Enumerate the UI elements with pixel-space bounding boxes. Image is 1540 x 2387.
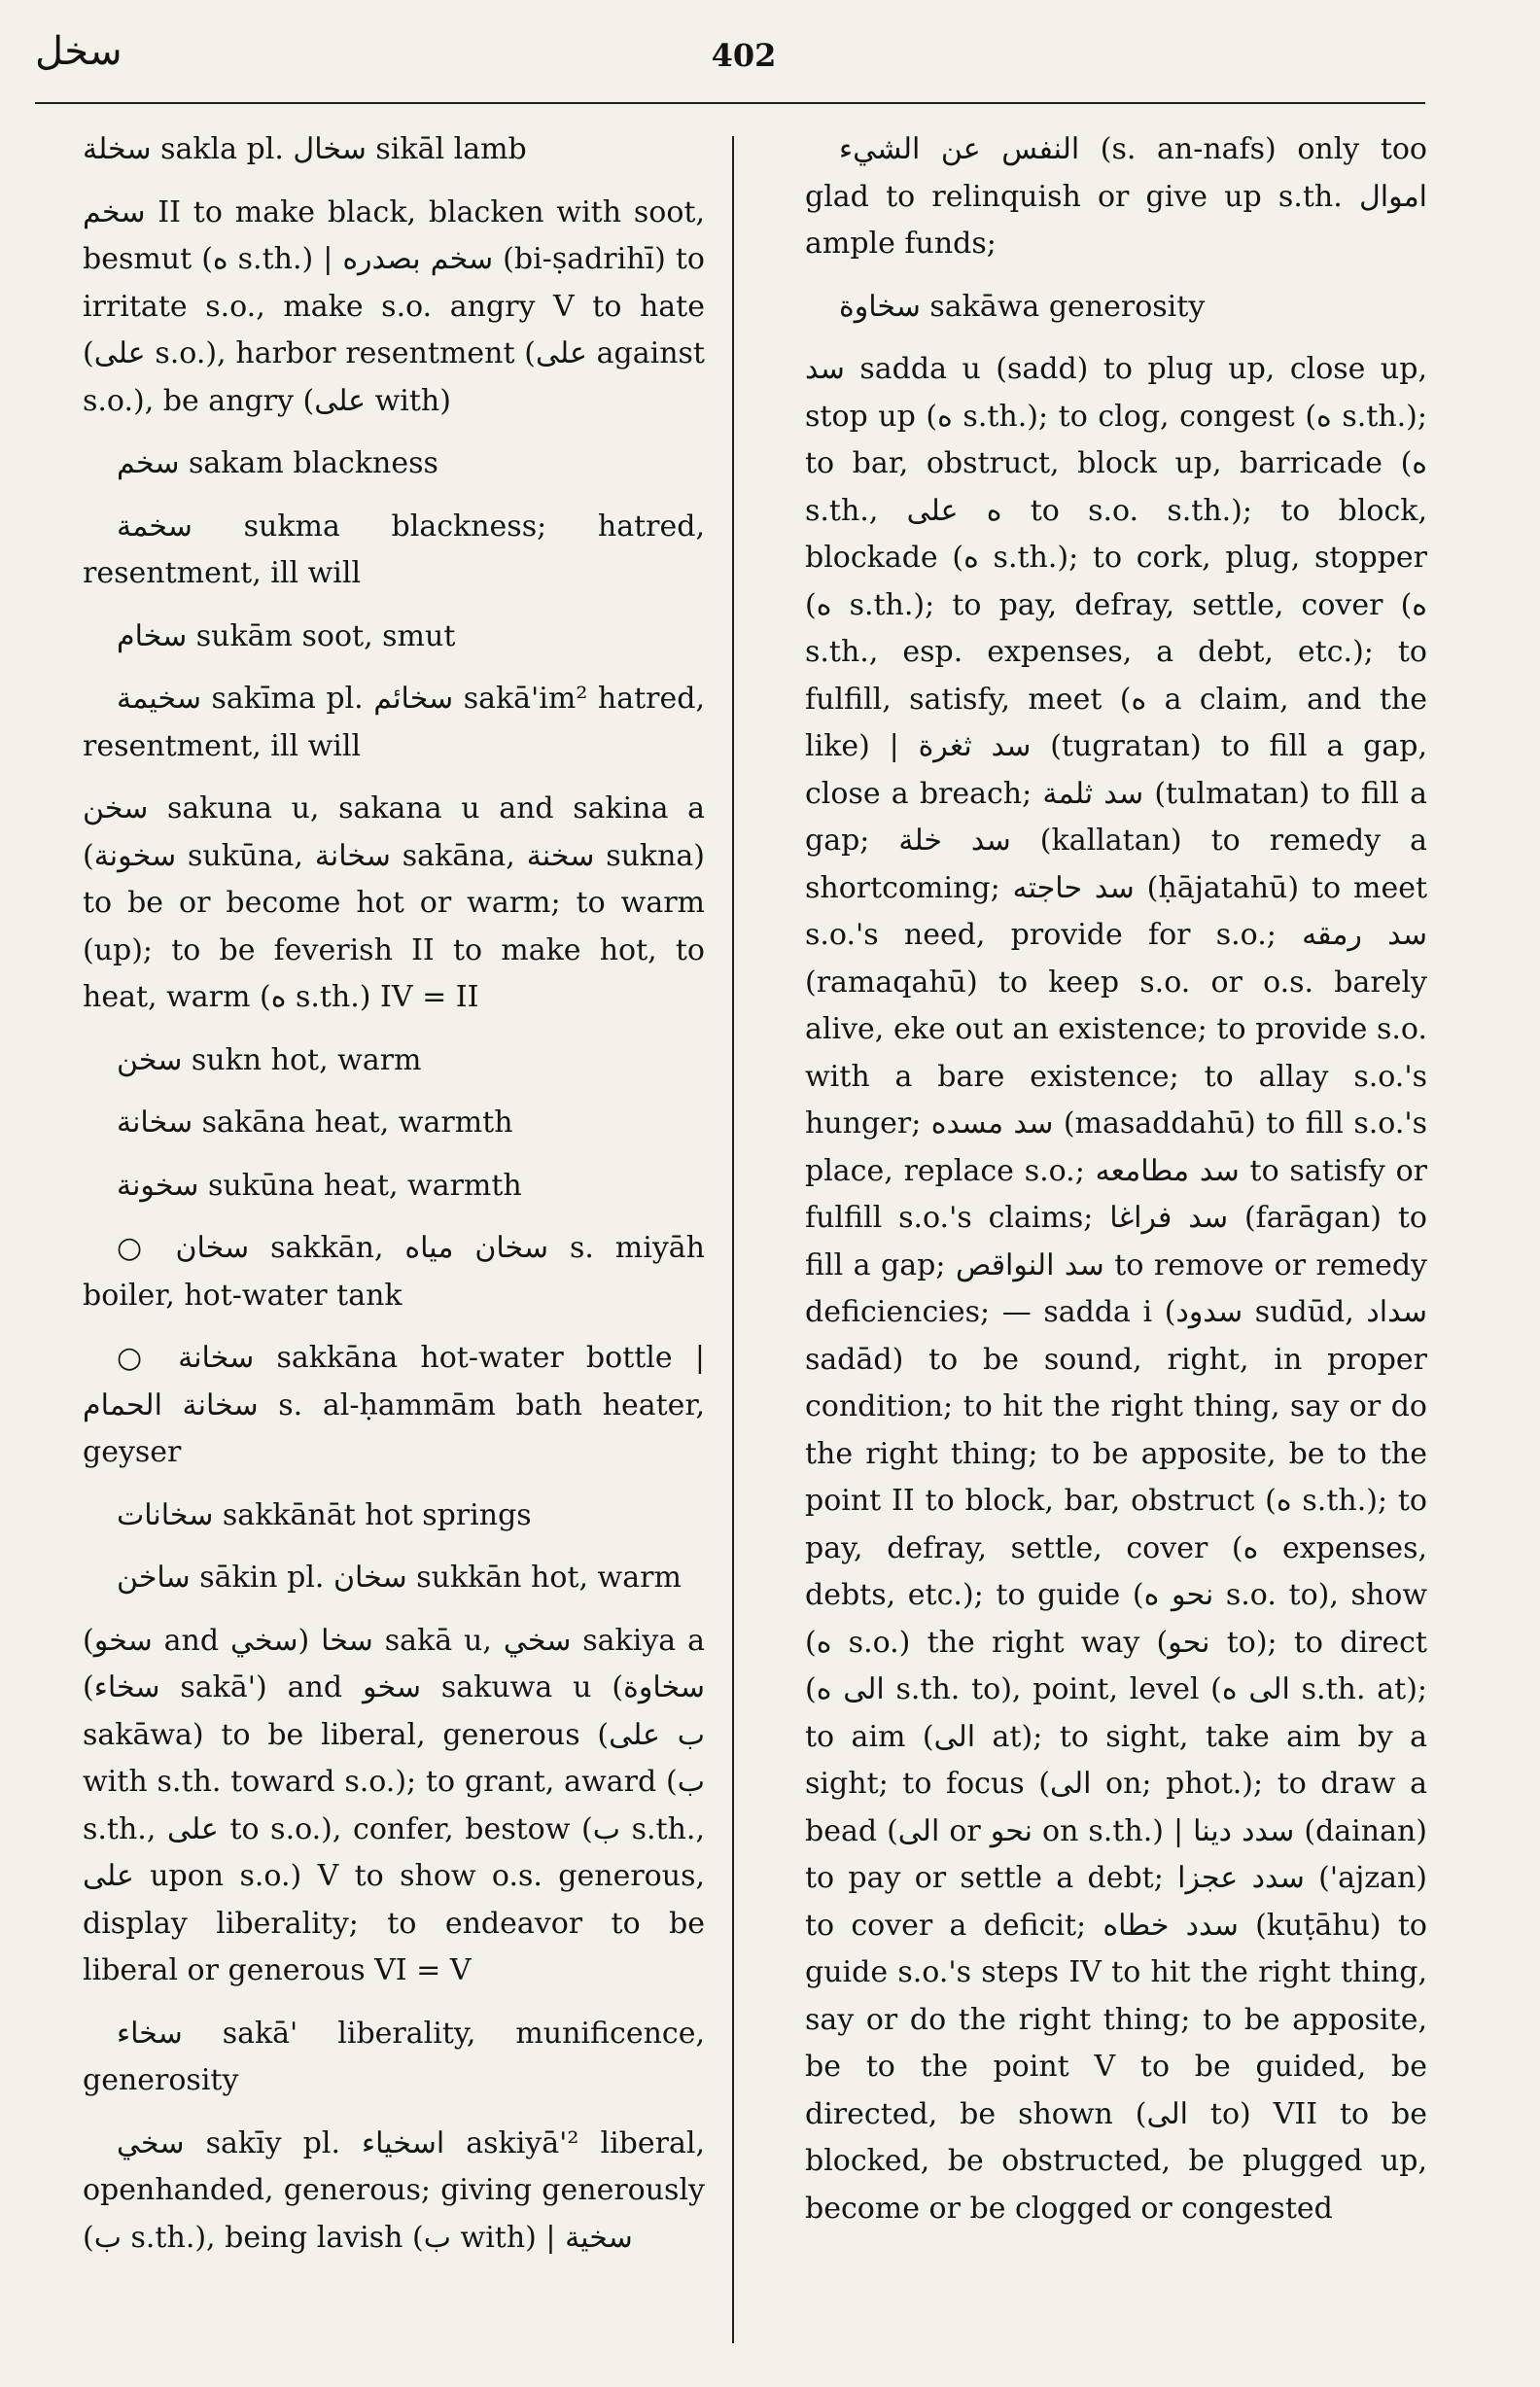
entry-sadda: سد sadda u (sadd) to plug up, close up, stop up (ه s.th.); to clog, congest (ه s.th.); to bar, obstruct, block up, barricade (ه s.th., ه على to s.o. s.th.); to block, blockade (ه s.th.); to cork, plug, stopper (ه s.th.); to pay, defray, settle, cover (ه s.th., esp. expenses, a debt, etc.); to fulfill, satisfy, meet (ه a claim, and the like) | سد ثغرة (tugratan) to fill a gap, close a breach; سد ثلمة (tulmatan) to fill a gap; سد خلة (kallatan) to remedy a shortcoming; سد حاجته (ḥājatahū) to meet s.o.'s need, provide for s.o.; سد رمقه (ramaqahū) to keep s.o. or o.s. barely alive, eke out an existence; to provide s.o. with a bare existence; to allay s.o.'s hunger; سد مسده (masaddahū) to fill s.o.'s place, replace s.o.; سد مطامعه to satisfy or fulfill s.o.'s claims; سد فراغا (farāgan) to fill a gap; سد النواقص to remove or remedy deficiencies; — sadda i (سدود sudūd, سداد sadād) to be sound, right, in proper condition; to hit the right thing, say or do the right thing; to be apposite, be to the point II to block, bar, obstruct (ه s.th.); to pay, defray, settle, cover (ه expenses, debts, etc.); to guide (نحو ه s.o. to), show (ه s.o.) the right way (نحو to); to direct (الى ه s.th. to), point, level (الى ه s.th. at); to aim (الى at); to sight, take aim by a sight; to focus (الى on; phot.); to draw a bead (الى or نحو on s.th.) | سدد دينا (dainan) to pay or settle a debt; سدد عجزا ('ajzan) to cover a deficit; سدد خطاه (kuṭāhu) to guide s.o.'s steps IV to hit the right thing, say or do the right thing; to be apposite, be to the point V to be guided, be directed, be shown (الى to) VII to be blocked, be obstructed, be plugged up, become or be clogged or congested [805, 352, 1428, 2226]
entry-sakla: سخلة sakla pl. سخال sikāl lamb [83, 132, 527, 166]
entry-sukam: سخام sukām soot, smut [117, 618, 456, 653]
entry-sakawa: سخاوة sakāwa generosity [839, 289, 1206, 324]
entry-sakkanat: سخانات sakkānāt hot springs [117, 1497, 532, 1532]
header-rule [35, 102, 1425, 104]
entry-sukn: سخن sukn hot, warm [117, 1042, 422, 1077]
left-column [83, 126, 705, 2277]
entry-sakuna: سخن sakuna u, sakana u and sakina a (سخونة sukūna, سخانة sakāna, سخنة sukna) to be or become hot or warm; to warm (up); to be feverish II to make hot, to heat, warm (ه s.th.) IV = II [83, 791, 705, 1014]
entry-sakiya-continued: النفس عن الشيء (s. an-nafs) only too glad to relinquish or give up s.th. اموال ample funds; [805, 132, 1427, 261]
entry-sakana: سخانة sakāna heat, warmth [117, 1106, 513, 1140]
entry-saka-liberality: سخاء sakā' liberality, munificence, generosity [83, 2016, 705, 2097]
entry-sakima: سخيمة sakīma pl. سخائم sakā'im² hatred, resentment, ill will [83, 682, 705, 763]
running-headword: سخل [35, 29, 122, 74]
entry-sukma: سخمة sukma blackness; hatred, resentment, ill will [83, 509, 705, 590]
entry-sakam: سخم sakam blackness [117, 446, 438, 480]
column-divider [732, 136, 734, 2343]
entry-saka: (سخو and سخي) سخا sakā u, سخي sakiya a (سخاء sakā') and سخو sakuwa u (سخاوة sakāwa) to be liberal, generous (ب على with s.th. toward s.o.); to grant, award (ب s.th., على to s.o.), confer, bestow (ب s.th., على upon s.o.) V to show o.s. generous, display liberality; to endeavor to be liberal or generous VI = V [83, 1623, 705, 1987]
entry-sakiy: سخي sakīy pl. اسخياء askiyā'² liberal, openhanded, generous; giving generously (ب s.th.), being lavish (ب with) | سخية [83, 2125, 705, 2255]
entry-sukuna: سخونة sukūna heat, warmth [117, 1168, 522, 1203]
entry-sakkana: ○ سخانة sakkāna hot-water bottle | سخانة الحمام s. al-ḥammām bath heater, geyser [83, 1341, 706, 1469]
page-number: 402 [711, 37, 777, 74]
entry-sakin: ساخن sākin pl. سخان sukkān hot, warm [117, 1561, 682, 1595]
right-column [805, 126, 1427, 2248]
entry-sakkan: ○ سخان sakkān, سخان مياه s. miyāh boiler, hot-water tank [83, 1231, 705, 1313]
entry-sakhkhama: سخم II to make black, blacken with soot, besmut (ه s.th.) | سخم بصدره (bi-ṣadrihī) to irritate s.o., make s.o. angry V to hate (على s.o.), harbor resentment (على against s.o.), be angry (على with) [83, 194, 705, 418]
